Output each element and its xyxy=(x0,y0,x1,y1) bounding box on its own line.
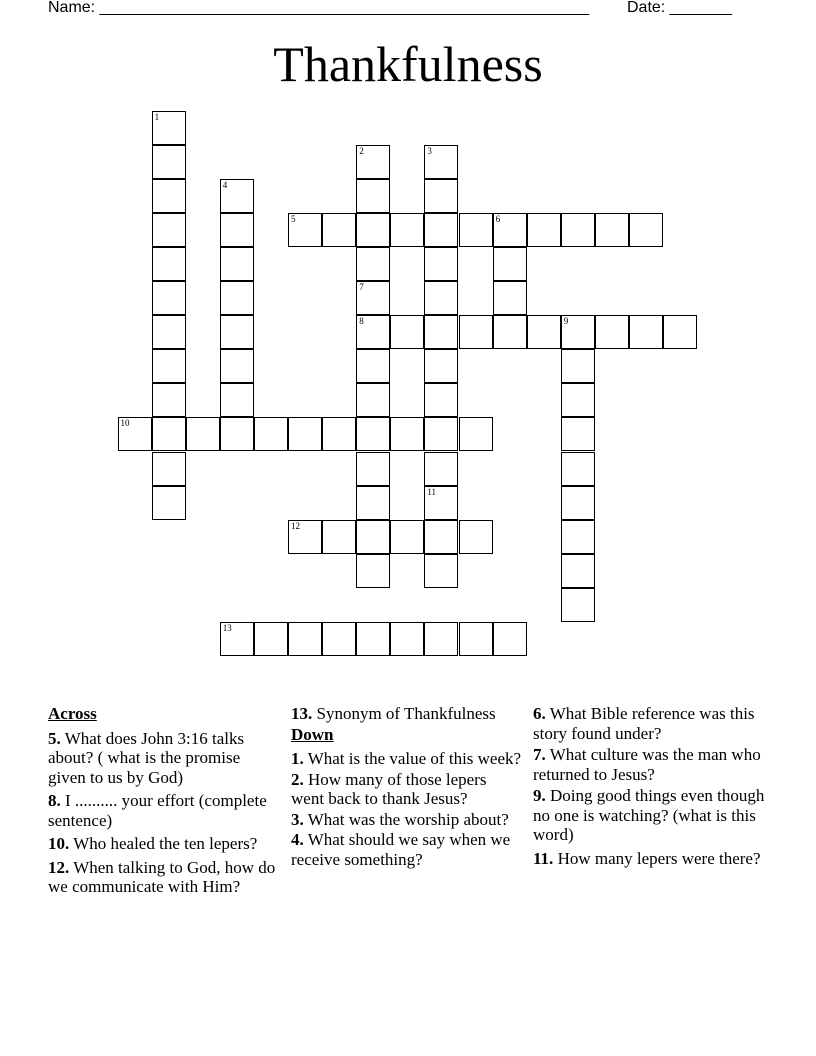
clue-down-1 xyxy=(291,749,523,769)
clue-number-label: 2 xyxy=(359,145,364,156)
clue-text: What was the worship about? xyxy=(303,809,509,829)
clues-column-3 xyxy=(533,704,765,872)
grid-cell[interactable] xyxy=(288,622,322,656)
date-field-label: Date: _______ xyxy=(627,0,732,16)
grid-cell[interactable] xyxy=(288,213,322,247)
grid-cell[interactable] xyxy=(322,417,356,451)
clue-down-9 xyxy=(533,786,765,845)
grid-cell[interactable] xyxy=(186,417,220,451)
grid-cell[interactable] xyxy=(424,520,458,554)
clue-number-label: 12 xyxy=(291,520,300,531)
clue-number-label: 8 xyxy=(359,316,364,327)
clue-text: What should we say when we receive something? xyxy=(291,830,511,869)
clue-number: 8. xyxy=(48,791,61,810)
grid-cell[interactable] xyxy=(152,179,186,213)
grid-cell[interactable] xyxy=(118,417,152,451)
grid-cell[interactable] xyxy=(424,281,458,315)
clue-down-4 xyxy=(291,830,523,869)
clue-number-label: 10 xyxy=(120,418,130,429)
grid-cell[interactable] xyxy=(424,315,458,349)
grid-cell[interactable] xyxy=(493,213,527,247)
grid-cell[interactable] xyxy=(220,349,254,383)
grid-cell[interactable] xyxy=(424,145,458,179)
across-heading: Across xyxy=(48,704,97,723)
clue-number: 6. xyxy=(533,704,546,723)
grid-cell[interactable] xyxy=(561,554,595,588)
grid-cell[interactable] xyxy=(390,622,424,656)
clue-number-label: 13 xyxy=(222,623,232,633)
grid-cell[interactable] xyxy=(561,417,595,451)
clue-down-2 xyxy=(291,770,523,809)
grid-cell[interactable] xyxy=(663,315,697,349)
grid-cell[interactable] xyxy=(322,622,356,656)
grid-cell[interactable] xyxy=(322,213,356,247)
grid-cell[interactable] xyxy=(356,315,390,349)
grid-cell[interactable] xyxy=(561,213,595,247)
clue-down-7 xyxy=(533,745,765,784)
grid-cell[interactable] xyxy=(356,349,390,383)
grid-cell[interactable] xyxy=(152,383,186,417)
clue-number: 13. xyxy=(291,704,313,723)
grid-cell[interactable] xyxy=(356,247,390,281)
clue-across-13 xyxy=(291,704,523,724)
clue-number: 7. xyxy=(533,745,546,764)
clue-number-label: 5 xyxy=(291,213,296,224)
grid-cell[interactable] xyxy=(356,213,390,247)
grid-cell[interactable] xyxy=(220,315,254,349)
grid-cell[interactable] xyxy=(527,315,561,349)
clue-down-3 xyxy=(291,810,523,830)
grid-cell[interactable] xyxy=(424,179,458,213)
grid-cell[interactable] xyxy=(561,588,595,622)
grid-cell[interactable] xyxy=(288,417,322,451)
grid-cell[interactable] xyxy=(356,520,390,554)
grid-cell[interactable] xyxy=(595,213,629,247)
grid-cell[interactable] xyxy=(561,383,595,417)
grid-cell[interactable] xyxy=(424,452,458,486)
grid-cell[interactable] xyxy=(390,520,424,554)
clue-number-label: 4 xyxy=(222,179,228,190)
grid-cell[interactable] xyxy=(595,315,629,349)
clue-number: 10. xyxy=(48,834,70,853)
grid-cell[interactable] xyxy=(629,213,663,247)
grid-cell[interactable] xyxy=(493,281,527,315)
grid-cell[interactable] xyxy=(356,145,390,179)
clue-number: 1. xyxy=(291,749,304,768)
down-heading: Down xyxy=(291,724,334,744)
clue-text: What does John 3:16 talks about? ( what is the promise given to us by God) xyxy=(48,728,245,787)
grid-cell[interactable] xyxy=(254,622,288,656)
clue-number-label: 9 xyxy=(563,316,569,327)
grid-cell[interactable] xyxy=(220,213,254,247)
grid-cell[interactable] xyxy=(152,213,186,247)
clue-across-5 xyxy=(48,729,280,788)
grid-cell[interactable] xyxy=(220,622,254,656)
grid-cell[interactable] xyxy=(424,213,458,247)
grid-cell[interactable] xyxy=(220,247,254,281)
grid-cell[interactable] xyxy=(322,520,356,554)
grid-cell[interactable] xyxy=(356,179,390,213)
grid-cell[interactable] xyxy=(424,486,458,520)
clue-text: Who healed the ten lepers? xyxy=(69,834,258,853)
grid-cell[interactable] xyxy=(493,315,527,349)
puzzle-title: Thankfulness xyxy=(273,36,543,92)
clue-number: 3. xyxy=(291,809,304,829)
grid-cell[interactable] xyxy=(152,247,186,281)
grid-cell[interactable] xyxy=(424,247,458,281)
grid-cell[interactable] xyxy=(288,520,322,554)
grid-cell[interactable] xyxy=(356,383,390,417)
grid-cell[interactable] xyxy=(356,554,390,588)
grid-cell[interactable] xyxy=(424,383,458,417)
grid-cell[interactable] xyxy=(424,417,458,451)
grid-cell[interactable] xyxy=(152,486,186,520)
grid-cell[interactable] xyxy=(390,315,424,349)
grid-cell[interactable] xyxy=(356,486,390,520)
clue-number: 12. xyxy=(48,857,70,877)
grid-cell[interactable] xyxy=(152,111,186,145)
grid-cell[interactable] xyxy=(152,417,186,451)
clue-number-label: 1 xyxy=(154,111,160,122)
grid-cell[interactable] xyxy=(561,349,595,383)
grid-cell[interactable] xyxy=(493,622,527,656)
grid-cell[interactable] xyxy=(254,417,288,451)
clue-text: How many lepers were there? xyxy=(553,848,761,868)
grid-cell[interactable] xyxy=(220,383,254,417)
grid-cell[interactable] xyxy=(561,520,595,554)
clue-number: 11. xyxy=(533,848,554,868)
grid-cell[interactable] xyxy=(220,417,254,451)
clue-across-10 xyxy=(48,834,280,854)
clue-number-label: 11 xyxy=(427,486,437,497)
grid-cell[interactable] xyxy=(424,554,458,588)
name-field-label: Name: _______________________________________________________ xyxy=(48,0,589,16)
grid-cell[interactable] xyxy=(459,213,493,247)
clue-number: 4. xyxy=(291,830,304,849)
grid-cell[interactable] xyxy=(220,281,254,315)
grid-cell[interactable] xyxy=(459,315,493,349)
grid-cell[interactable] xyxy=(459,520,493,554)
grid-cell[interactable] xyxy=(152,349,186,383)
grid-cell[interactable] xyxy=(561,452,595,486)
grid-cell[interactable] xyxy=(356,417,390,451)
grid-cell[interactable] xyxy=(152,452,186,486)
clue-number: 5. xyxy=(48,728,61,748)
grid-cell[interactable] xyxy=(459,622,493,656)
clues-column-1 xyxy=(48,704,280,901)
grid-cell[interactable] xyxy=(424,622,458,656)
clue-across-8 xyxy=(48,791,280,830)
clues-column-2 xyxy=(291,704,523,873)
clue-text: What Bible reference was this story found under? xyxy=(533,704,755,743)
grid-cell[interactable] xyxy=(356,452,390,486)
grid-cell[interactable] xyxy=(629,315,663,349)
clue-down-6 xyxy=(533,704,765,743)
grid-cell[interactable] xyxy=(493,247,527,281)
clue-across-12 xyxy=(48,858,280,897)
grid-cell[interactable] xyxy=(390,417,424,451)
clue-text: How many of those lepers went back to thank Jesus? xyxy=(291,769,487,808)
clue-text: When talking to God, how do we communicate with Him? xyxy=(48,857,276,896)
clue-number-label: 6 xyxy=(495,213,501,224)
grid-cell[interactable] xyxy=(561,315,595,349)
grid-cell[interactable] xyxy=(424,349,458,383)
grid-cell[interactable] xyxy=(561,486,595,520)
grid-cell[interactable] xyxy=(356,281,390,315)
grid-cell[interactable] xyxy=(152,281,186,315)
clue-number: 2. xyxy=(291,769,304,789)
grid-cell[interactable] xyxy=(459,417,493,451)
clue-text: What is the value of this week? xyxy=(303,749,522,768)
clue-down-11 xyxy=(533,849,765,869)
grid-cell[interactable] xyxy=(527,213,561,247)
clue-text: I .......... your effort (complete sentence) xyxy=(48,791,267,830)
grid-cell[interactable] xyxy=(152,145,186,179)
clue-number-label: 3 xyxy=(427,145,432,156)
clue-number: 9. xyxy=(533,786,546,805)
clue-number-label: 7 xyxy=(359,282,364,292)
clue-text: What culture was the man who returned to Jesus? xyxy=(533,745,761,784)
grid-cell[interactable] xyxy=(152,315,186,349)
grid-cell[interactable] xyxy=(356,622,390,656)
grid-cell[interactable] xyxy=(220,179,254,213)
grid-cell[interactable] xyxy=(390,213,424,247)
clue-text: Doing good things even though no one is watching? (what is this word) xyxy=(533,786,765,844)
clue-text: Synonym of Thankfulness xyxy=(312,704,496,723)
